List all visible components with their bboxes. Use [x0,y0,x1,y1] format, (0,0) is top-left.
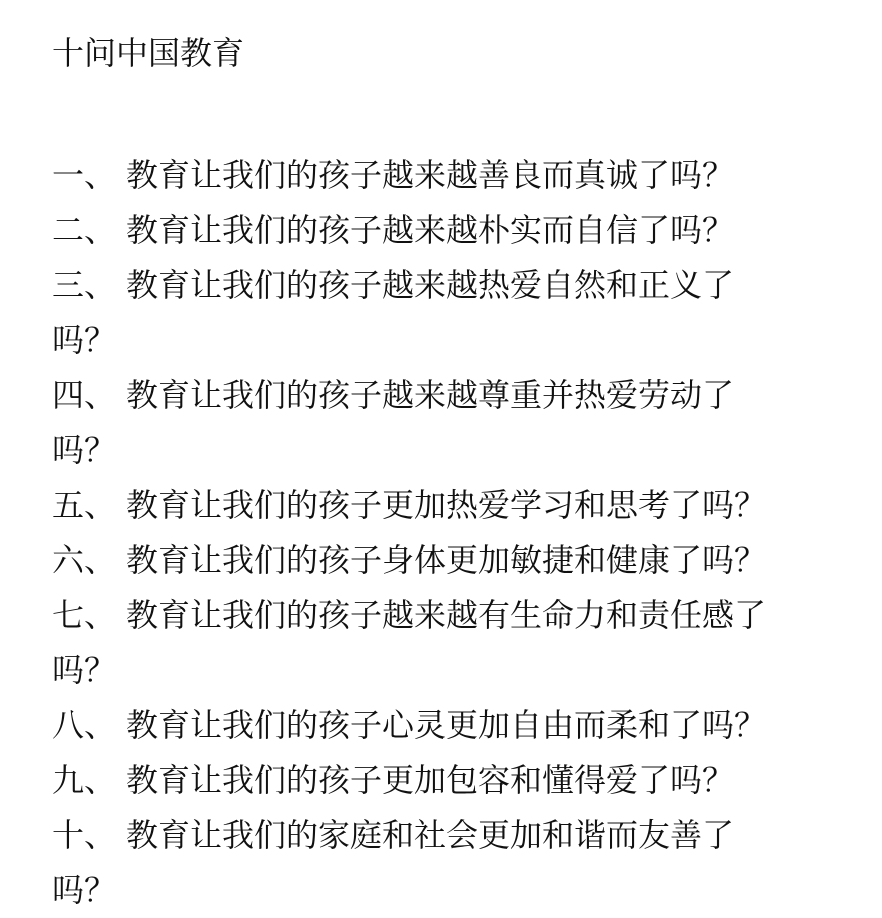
question-item-5 [52,478,842,533]
question-number: 九、 [52,761,117,799]
question-text [126,753,806,808]
question-number: 一、 [52,156,117,194]
question-line: 教育让我们的孩子越来越朴实而自信了吗？ [126,211,735,249]
question-text [126,148,806,203]
question-text [126,533,806,588]
question-number: 三、 [52,266,117,304]
question-text [126,698,806,753]
question-text [52,258,806,368]
question-line: 教育让我们的孩子越来越善良而真诚了吗？ [126,156,735,194]
question-item-6 [52,533,842,588]
question-line-continued: 吗？ [52,871,117,909]
question-list [52,148,842,918]
question-item-4 [52,368,842,478]
question-item-1 [52,148,842,203]
question-item-2 [52,203,842,258]
question-number: 六、 [52,541,117,579]
question-line: 教育让我们的孩子越来越有生命力和责任感了 [126,596,767,634]
question-number: 二、 [52,211,117,249]
document-title: 十问中国教育 [52,34,245,72]
question-text [126,478,806,533]
question-line-continued: 吗？ [52,651,117,689]
question-line-continued: 吗？ [52,321,117,359]
question-number: 五、 [52,486,117,524]
question-item-7 [52,588,842,698]
question-line: 教育让我们的孩子更加热爱学习和思考了吗？ [126,486,767,524]
question-line: 教育让我们的孩子越来越热爱自然和正义了 [126,266,735,304]
question-line: 教育让我们的孩子心灵更加自由而柔和了吗？ [126,706,767,744]
question-number: 八、 [52,706,117,744]
question-text [126,203,806,258]
question-number: 四、 [52,376,117,414]
question-line: 教育让我们的孩子更加包容和懂得爱了吗？ [126,761,735,799]
question-number: 十、 [52,816,117,854]
question-line: 教育让我们的孩子越来越尊重并热爱劳动了 [126,376,735,414]
question-line: 教育让我们的孩子身体更加敏捷和健康了吗？ [126,541,767,579]
question-item-3 [52,258,842,368]
question-number: 七、 [52,596,117,634]
question-item-8 [52,698,842,753]
question-text [52,368,806,478]
question-line-continued: 吗？ [52,431,117,469]
question-text [52,588,806,698]
question-item-10 [52,808,842,918]
question-line: 教育让我们的家庭和社会更加和谐而友善了 [126,816,735,854]
question-text [52,808,806,918]
question-item-9 [52,753,842,808]
